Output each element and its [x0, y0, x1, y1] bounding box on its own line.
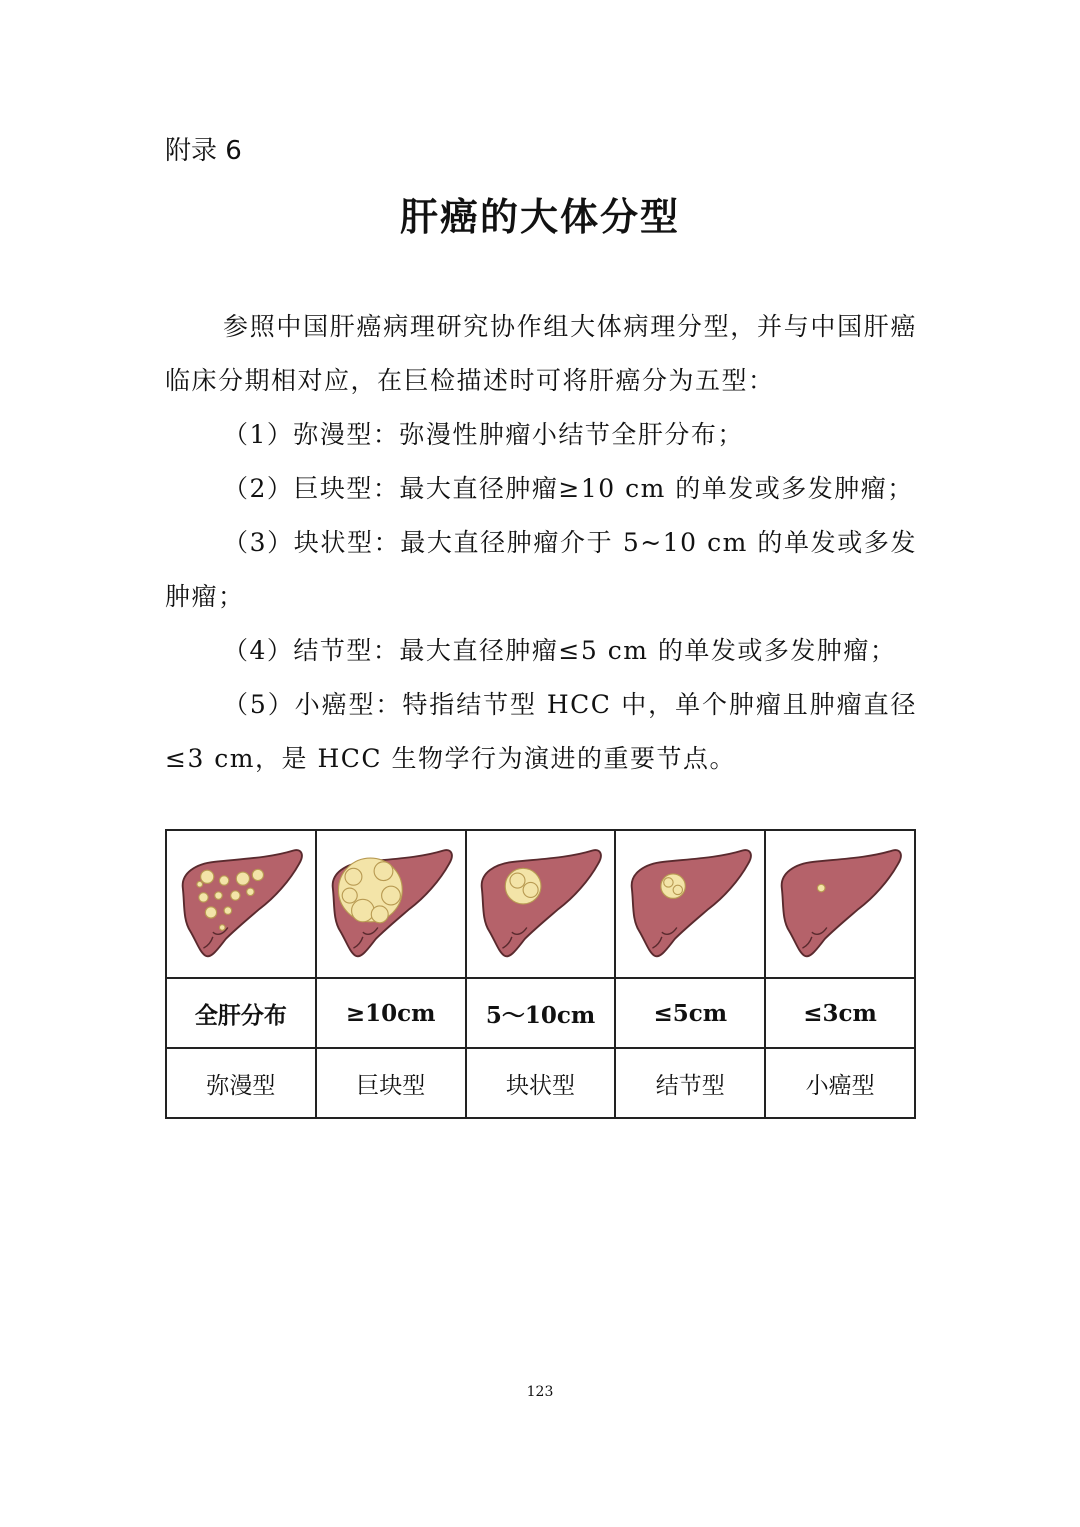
type-1-paragraph: （1）弥漫型：弥漫性肿瘤小结节全肝分布； [223, 420, 744, 449]
liver-massive-icon [316, 830, 466, 978]
liver-types-table [165, 829, 916, 1119]
type-name-cell: 小癌型 [765, 1048, 915, 1118]
type-name-cell: 结节型 [615, 1048, 765, 1118]
type-5-paragraph: （5）小癌型：特指结节型 HCC 中，单个肿瘤且肿瘤直径≤3 cm，是 HCC 生物学行为演进的重要节点。 [165, 690, 917, 773]
type-name-row [166, 1048, 915, 1118]
type-2-paragraph: （2）巨块型：最大直径肿瘤≥10 cm 的单发或多发肿瘤； [223, 474, 914, 503]
intro-paragraph: 参照中国肝癌病理研究协作组大体病理分型，并与中国肝癌临床分期相对应，在巨检描述时可将肝癌分为五型： [165, 312, 917, 395]
type-name-cell: 弥漫型 [166, 1048, 316, 1118]
type-name-cell: 巨块型 [316, 1048, 466, 1118]
size-cell: ≤3cm [765, 978, 915, 1048]
type-3-paragraph: （3）块状型：最大直径肿瘤介于 5~10 cm 的单发或多发肿瘤； [165, 528, 917, 611]
size-cell: ≤5cm [615, 978, 765, 1048]
liver-nodular-icon [615, 830, 765, 978]
liver-diffuse-icon [166, 830, 316, 978]
size-row [166, 978, 915, 1048]
size-cell: 5～10cm [466, 978, 616, 1048]
body-text [165, 300, 917, 786]
illustration-row [166, 830, 915, 978]
appendix-label: 附录 6 [165, 136, 242, 166]
size-cell: 全肝分布 [166, 978, 316, 1048]
type-name-cell: 块状型 [466, 1048, 616, 1118]
page-number: 123 [526, 1384, 554, 1400]
page-title: 肝癌的大体分型 [399, 195, 680, 239]
liver-mass-icon [466, 830, 616, 978]
type-4-paragraph: （4）结节型：最大直径肿瘤≤5 cm 的单发或多发肿瘤； [223, 636, 897, 665]
liver-small-icon [765, 830, 915, 978]
size-cell: ≥10cm [316, 978, 466, 1048]
